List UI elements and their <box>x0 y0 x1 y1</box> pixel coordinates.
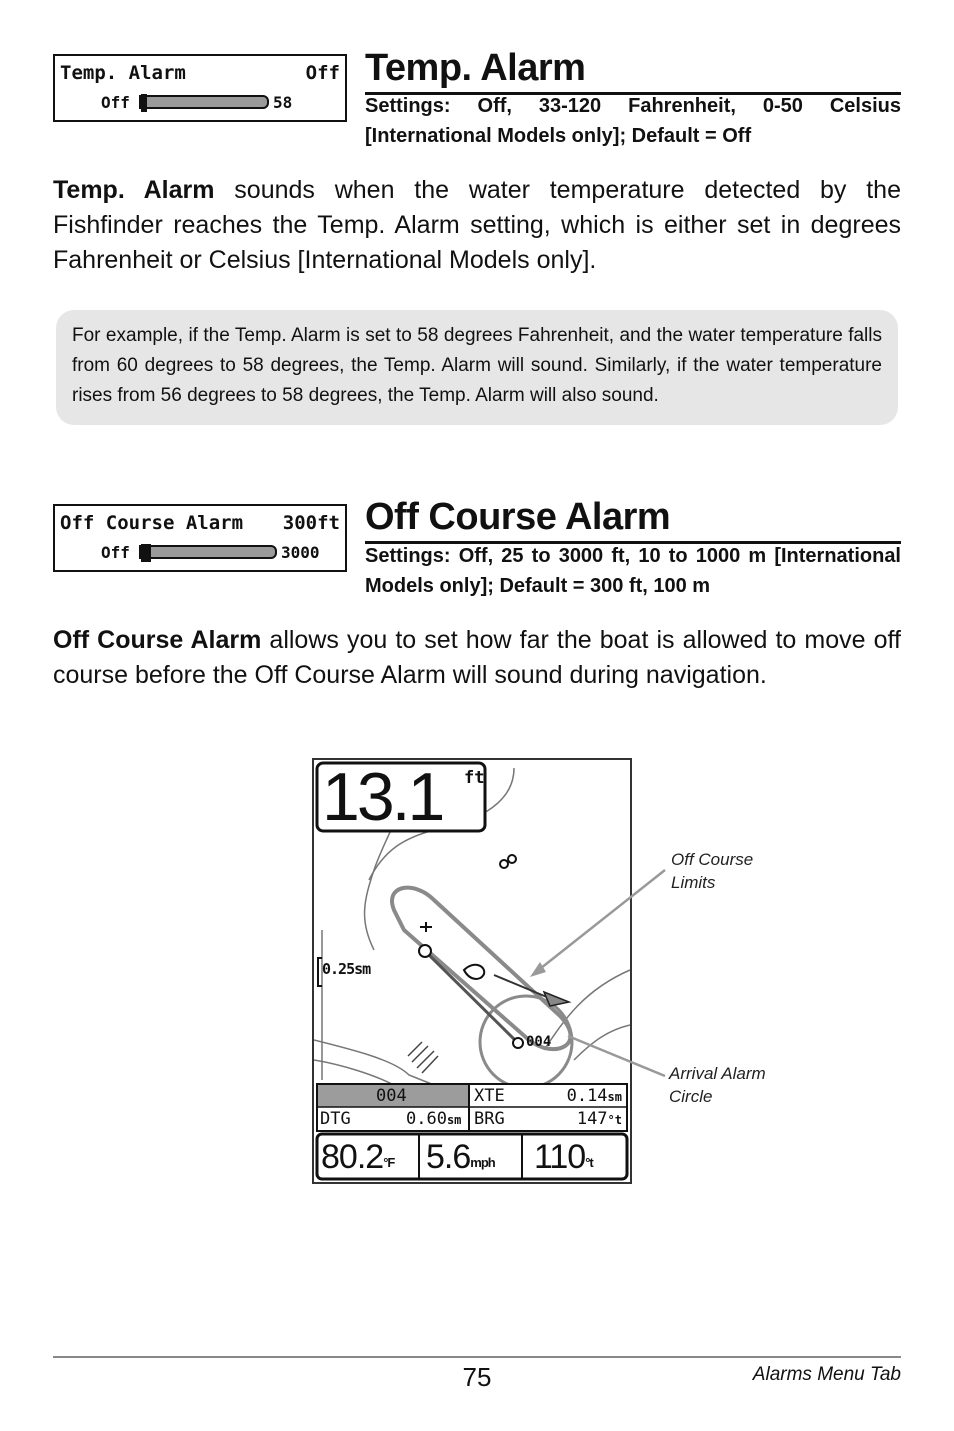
speed-readout <box>426 1137 495 1177</box>
xte-unit: sm <box>607 1090 622 1104</box>
slider-max-label: 58 <box>273 93 293 112</box>
buoy-icon <box>500 860 508 868</box>
speed-unit: mph <box>470 1155 495 1170</box>
page-number: 75 <box>462 1362 492 1392</box>
menu-item-value: 300ft <box>282 512 340 534</box>
fish-icon <box>464 965 484 979</box>
temp-alarm-slider <box>139 95 269 109</box>
body-paragraph <box>53 173 901 278</box>
dtg-value: 0.60 <box>406 1109 447 1129</box>
dtg-label: DTG <box>320 1109 351 1129</box>
dtg-unit: sm <box>446 1113 462 1127</box>
depth-unit: ft <box>464 768 485 788</box>
scale-label: 0.25sm <box>322 960 371 978</box>
callout-arrival-alarm-circle: Arrival Alarm Circle <box>669 1064 766 1106</box>
start-point <box>419 945 431 957</box>
footer-rule <box>53 1356 901 1358</box>
heading-readout <box>534 1137 593 1177</box>
heading-unit: °t <box>585 1155 593 1170</box>
section-title: Temp. Alarm <box>365 48 901 95</box>
body-bold-term: Off Course Alarm <box>53 626 262 654</box>
water-temp-readout <box>321 1137 394 1177</box>
speed-value: 5.6 <box>426 1138 471 1176</box>
callout-off-course-limits: Off Course Limits <box>671 850 754 892</box>
example-note: For example, if the Temp. Alarm is set to 58 degrees Fahrenheit, and the water temperature falls from 60 degrees to 58 degrees, the Temp. Alarm will sound. Similarly, if the water temperature rises from 56 degrees to 58 degrees, the Temp. Alarm will also sound. <box>56 310 898 425</box>
slider-max-label: 3000 <box>281 543 320 562</box>
brg-unit: °t <box>607 1113 622 1127</box>
buoy-icon <box>508 855 516 863</box>
settings-text: Settings: Off, 25 to 3000 ft, 10 to 1000 m [International Models only]; Default = 300 ft, 100 m <box>365 545 901 597</box>
menu-item-name: Temp. Alarm <box>60 62 186 84</box>
dtg-readout <box>406 1109 461 1129</box>
depth-readout: 13.1 <box>322 759 443 835</box>
brg-value: 147 <box>576 1109 608 1129</box>
heading-value: 110 <box>534 1138 586 1176</box>
slider-knob <box>141 544 151 562</box>
body-text-rest: sounds when the water temperature detected by the Fishfinder reaches the Temp. Alarm setting, which is either set in degrees Fahrenheit or Celsius [International Models only]. <box>53 176 901 274</box>
marsh-marker <box>408 1042 438 1073</box>
temp-alarm-menu-widget <box>53 54 347 122</box>
body-bold-term: Temp. Alarm <box>53 176 215 204</box>
nav-waypoint-name: 004 <box>376 1086 407 1106</box>
slider-min-label: Off <box>101 93 130 112</box>
body-paragraph <box>53 623 901 693</box>
settings-text: Settings: Off, 33-120 Fahrenheit, 0-50 Celsius [International Models only]; Default = Off <box>365 95 901 147</box>
off-course-limits-corridor <box>392 888 571 1049</box>
section-title: Off Course Alarm <box>365 497 901 544</box>
brg-label: BRG <box>474 1109 505 1129</box>
off-course-alarm-menu-widget <box>53 504 347 572</box>
fishfinder-nav-screen <box>312 758 632 1184</box>
water-temp-value: 80.2 <box>321 1138 384 1176</box>
footer-section-title: Alarms Menu Tab <box>752 1364 901 1385</box>
off-course-alarm-slider <box>139 545 277 559</box>
xte-value: 0.14 <box>566 1086 608 1106</box>
waypoint-marker <box>513 1038 523 1048</box>
waypoint-label: 004 <box>526 1034 552 1050</box>
slider-min-label: Off <box>101 543 130 562</box>
water-temp-unit: °F <box>383 1155 395 1170</box>
xte-readout <box>567 1086 622 1106</box>
menu-item-name: Off Course Alarm <box>60 512 244 534</box>
xte-label: XTE <box>474 1086 505 1106</box>
body-text-rest: allows you to set how far the boat is allowed to move off course before the Off Course Alarm will sound during navigation. <box>53 626 901 689</box>
menu-item-value: Off <box>305 62 340 84</box>
brg-readout <box>577 1109 622 1129</box>
slider-knob <box>141 94 147 112</box>
